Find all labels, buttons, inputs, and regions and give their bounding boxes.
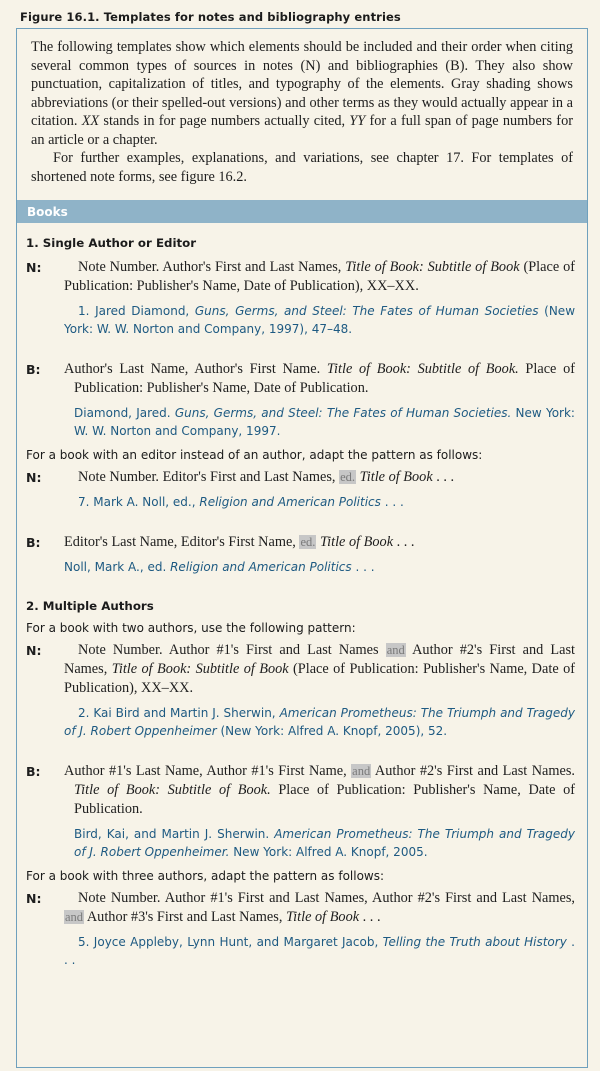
note-label: N: xyxy=(26,260,42,275)
example-bib-editor: Noll, Mark A., ed. Religion and American Politics . . . xyxy=(64,560,375,574)
template-bib-two-authors: B: Author #1's Last Name, Author #1's First Name, and Author #2's First and Last Names. Title of Book: Subtitle of Book. Place of Publication: Publisher's Name, Date of Publication. xyxy=(26,763,575,817)
example-note-three-authors: 5. Joyce Appleby, Lynn Hunt, and Margaret Jacob, Telling the Truth about History . . . xyxy=(64,935,575,967)
template-bib-single: B: Author's Last Name, Author's First Name. Title of Book: Subtitle of Book. Place of Publication: Publisher's Name, Date of Publication. xyxy=(26,361,575,396)
shaded-term: and xyxy=(65,910,84,924)
bib-label: B: xyxy=(26,535,41,550)
shaded-abbreviation: ed. xyxy=(300,535,316,549)
note-label: N: xyxy=(26,470,42,485)
shaded-term: and xyxy=(386,643,405,657)
shaded-abbreviation: ed. xyxy=(340,470,356,484)
template-bib-editor: B: Editor's Last Name, Editor's First Name, ed. Title of Book . . . xyxy=(26,534,415,550)
template-note-two-authors: N: Note Number. Author #1's First and Last Names and Author #2's First and Last Names, Title of Book: Subtitle of Book (Place of Publication: Publisher's Name, Date of Publication), XX–XX. xyxy=(26,642,575,696)
section-band-books: Books xyxy=(17,200,587,223)
template-note-single: N: Note Number. Author's First and Last Names, Title of Book: Subtitle of Book (Place of Publication: Publisher's Name, Date of Publication), XX–XX. xyxy=(26,259,575,294)
example-note-single: 1. Jared Diamond, Guns, Germs, and Steel: The Fates of Human Societies (New York: W. W. Norton and Company, 1997), 47–48. xyxy=(64,304,576,336)
editor-instruction: For a book with an editor instead of an author, adapt the pattern as follows: xyxy=(26,448,483,462)
note-label: N: xyxy=(26,891,42,906)
two-authors-instruction: For a book with two authors, use the following pattern: xyxy=(26,621,356,635)
subsection-heading-single-author: 1. Single Author or Editor xyxy=(26,236,197,250)
figure-frame xyxy=(16,28,588,1068)
books-body xyxy=(17,223,587,969)
intro xyxy=(17,29,587,194)
template-note-editor: N: Note Number. Editor's First and Last Names, ed. Title of Book . . . xyxy=(26,469,455,485)
shaded-term: and xyxy=(352,764,371,778)
intro-paragraph-1: The following templates show which elements should be included and their order when citing several common types of sources in notes (N) and bibliographies (B). They also show punctuation, capitalization of titles, and typography of the elements. Gray shading shows abbreviations (or their spelled-out versions) and other terms as they would actually appear in a citation. XX stands in for page numbers actually cited, YY for a full span of page numbers for an article or a chapter. xyxy=(31,39,573,148)
figure-title: Figure 16.1. Templates for notes and bibliography entries xyxy=(20,10,401,24)
note-label: N: xyxy=(26,643,42,658)
template-note-three-authors: N: Note Number. Author #1's First and Last Names, Author #2's First and Last Names, and Author #3's First and Last Names, Title of Book . . . xyxy=(26,890,575,925)
three-authors-instruction: For a book with three authors, adapt the pattern as follows: xyxy=(26,869,385,883)
example-note-two-authors: 2. Kai Bird and Martin J. Sherwin, American Prometheus: The Triumph and Tragedy of J. Robert Oppenheimer (New York: Alfred A. Knopf, 2005), 52. xyxy=(64,706,575,738)
bib-label: B: xyxy=(26,362,41,377)
intro-paragraph-2: For further examples, explanations, and variations, see chapter 17. For templates of shortened note forms, see figure 16.2. xyxy=(31,150,573,185)
bib-label: B: xyxy=(26,764,41,779)
example-bib-two-authors: Bird, Kai, and Martin J. Sherwin. American Prometheus: The Triumph and Tragedy of J. Robert Oppenheimer. New York: Alfred A. Knopf, 2005. xyxy=(74,827,575,859)
example-bib-single: Diamond, Jared. Guns, Germs, and Steel: The Fates of Human Societies. New York: W. W. Norton and Company, 1997. xyxy=(74,406,575,438)
example-note-editor: 7. Mark A. Noll, ed., Religion and American Politics . . . xyxy=(78,495,404,509)
subsection-heading-multiple-authors: 2. Multiple Authors xyxy=(26,599,154,613)
